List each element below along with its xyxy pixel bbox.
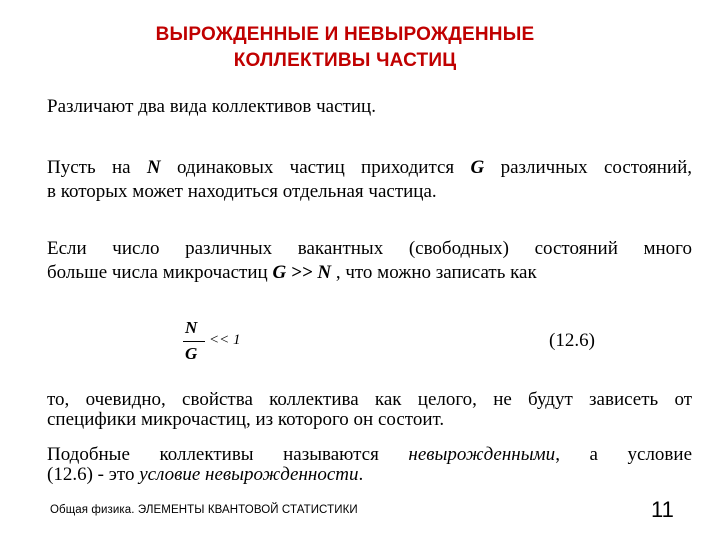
- term-nondegeneracy-condition: условие невырожденности: [139, 464, 359, 485]
- paragraph-definition-text-d: .: [358, 464, 364, 485]
- paragraph-condition-line2: [47, 261, 692, 285]
- slide-title-line2: КОЛЛЕКТИВЫ ЧАСТИЦ: [233, 50, 457, 71]
- paragraph-states: [47, 156, 692, 204]
- paragraph-definition-text-a: Подобные коллективы называются: [47, 444, 409, 465]
- fraction-numerator: N: [185, 318, 198, 337]
- paragraph-definition-line1: [47, 445, 692, 465]
- paragraph-states-text-c: различных состояний,: [484, 157, 692, 178]
- paragraph-condition: [47, 237, 692, 285]
- variable-N: N: [146, 157, 161, 178]
- paragraph-states-text-b: одинаковых частиц приходится: [160, 157, 471, 178]
- paragraph-definition-line2: [47, 465, 692, 485]
- paragraph-definition-text-b: , а условие: [555, 444, 693, 465]
- footer-course-title: Общая физика. ЭЛЕМЕНТЫ КВАНТОВОЙ СТАТИСТИКИ: [50, 504, 358, 516]
- paragraph-condition-line1: Если число различных вакантных (свободных) состояний много: [47, 238, 692, 259]
- term-nondegenerate: невырожденными: [408, 444, 556, 465]
- paragraph-states-line1: [47, 156, 692, 180]
- paragraph-consequence: [47, 390, 692, 430]
- relation-G-much-greater-N: G >> N: [272, 262, 332, 283]
- paragraph-states-line2: в которых может находиться отдельная частица.: [47, 181, 437, 202]
- paragraph-consequence-line1: то, очевидно, свойства коллектива как целого, не будут зависеть от: [47, 389, 692, 410]
- slide-title-line1: ВЫРОЖДЕННЫЕ И НЕВЫРОЖДЕННЫЕ: [155, 24, 535, 45]
- paragraph-states-text-a: Пусть на: [47, 157, 147, 178]
- paragraph-definition-text-c: (12.6) - это: [47, 464, 140, 485]
- paragraph-condition-text-b: , что можно записать как: [331, 262, 537, 283]
- paragraph-consequence-line2: специфики микрочастиц, из которого он состоит.: [47, 409, 445, 430]
- equation-number: (12.6): [549, 330, 595, 351]
- paragraph-intro: [47, 95, 692, 119]
- paragraph-definition: [47, 445, 692, 485]
- formula-relation: << 1: [209, 332, 241, 348]
- paragraph-condition-text-a: больше числа микрочастиц: [47, 262, 273, 283]
- page-number: 11: [651, 497, 674, 522]
- paragraph-intro-text: Различают два вида коллективов частиц.: [47, 96, 376, 117]
- fraction-bar: [183, 341, 205, 342]
- fraction-denominator: G: [185, 344, 198, 363]
- variable-G: G: [470, 157, 485, 178]
